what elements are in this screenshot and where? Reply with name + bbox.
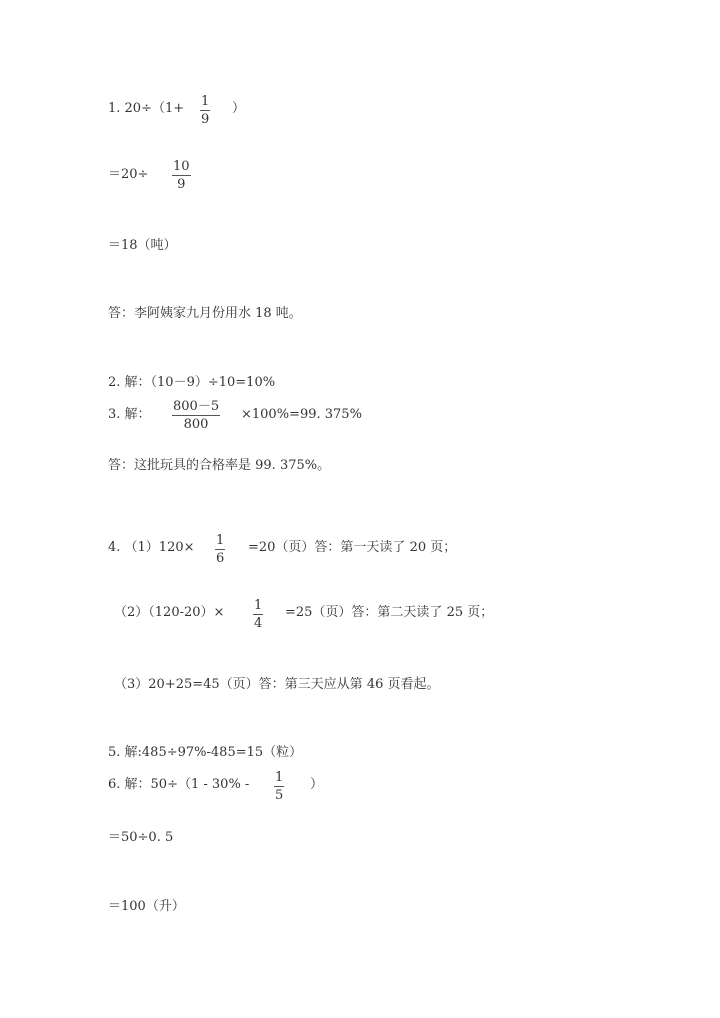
q1-line1-close: ）: [232, 101, 246, 116]
fraction-denominator: 6: [216, 551, 225, 566]
q4-part1-fraction: [215, 533, 225, 566]
q3-answer: 答：这批玩具的合格率是 99. 375%。: [108, 458, 331, 473]
q2-line: 2. 解：（10－9）÷10=10%: [108, 375, 276, 390]
q6-line1-text: 6. 解：50÷（1 - 30% -: [108, 777, 250, 792]
fraction-denominator: 9: [201, 112, 210, 127]
q6-line2: ＝50÷0. 5: [108, 830, 174, 845]
fraction-numerator: 10: [173, 159, 190, 174]
fraction-numerator: 1: [216, 533, 225, 548]
fraction-denominator: 5: [275, 788, 284, 803]
q4-part3: （3）20+25=45（页）答：第三天应从第 46 页看起。: [114, 677, 440, 692]
q6-line1-fraction: [274, 770, 284, 803]
fraction-numerator: 800－5: [173, 399, 220, 414]
fraction-numerator: 1: [201, 94, 210, 109]
fraction-numerator: 1: [254, 598, 263, 613]
q3-prefix: 3. 解：: [108, 407, 151, 422]
q1-line2-text: ＝20÷: [108, 167, 149, 182]
q1-line3: ＝18（吨）: [108, 238, 177, 253]
q4-part1-result: =20（页）答：第一天读了 20 页；: [248, 540, 457, 555]
q3-suffix: ×100%=99. 375%: [241, 407, 362, 422]
q4-part1-text: 4. （1）120×: [108, 540, 195, 555]
q1-line1-text: 1. 20÷（1+: [108, 101, 185, 116]
q4-part2-fraction: [253, 598, 263, 631]
fraction-bar: [274, 786, 284, 787]
fraction-denominator: 9: [177, 177, 186, 192]
fraction-bar: [200, 110, 210, 111]
q4-part2-result: =25（页）答：第二天读了 25 页；: [285, 605, 494, 620]
fraction-bar: [253, 614, 263, 615]
q5-line: 5. 解:485÷97%-485=15（粒）: [108, 745, 303, 760]
fraction-denominator: 800: [183, 417, 209, 432]
q3-fraction: [172, 399, 220, 432]
q4-part2-text: （2）（120-20）×: [114, 605, 225, 620]
q6-line3: ＝100（升）: [108, 899, 185, 914]
q1-line1-fraction: [200, 94, 210, 127]
fraction-bar: [172, 175, 191, 176]
fraction-denominator: 4: [254, 616, 263, 631]
fraction-numerator: 1: [275, 770, 284, 785]
fraction-bar: [215, 549, 225, 550]
fraction-bar: [172, 415, 220, 416]
q1-answer: 答：李阿姨家九月份用水 18 吨。: [108, 306, 302, 321]
q6-line1-close: ）: [310, 777, 324, 792]
q1-line2-fraction: [172, 159, 191, 192]
